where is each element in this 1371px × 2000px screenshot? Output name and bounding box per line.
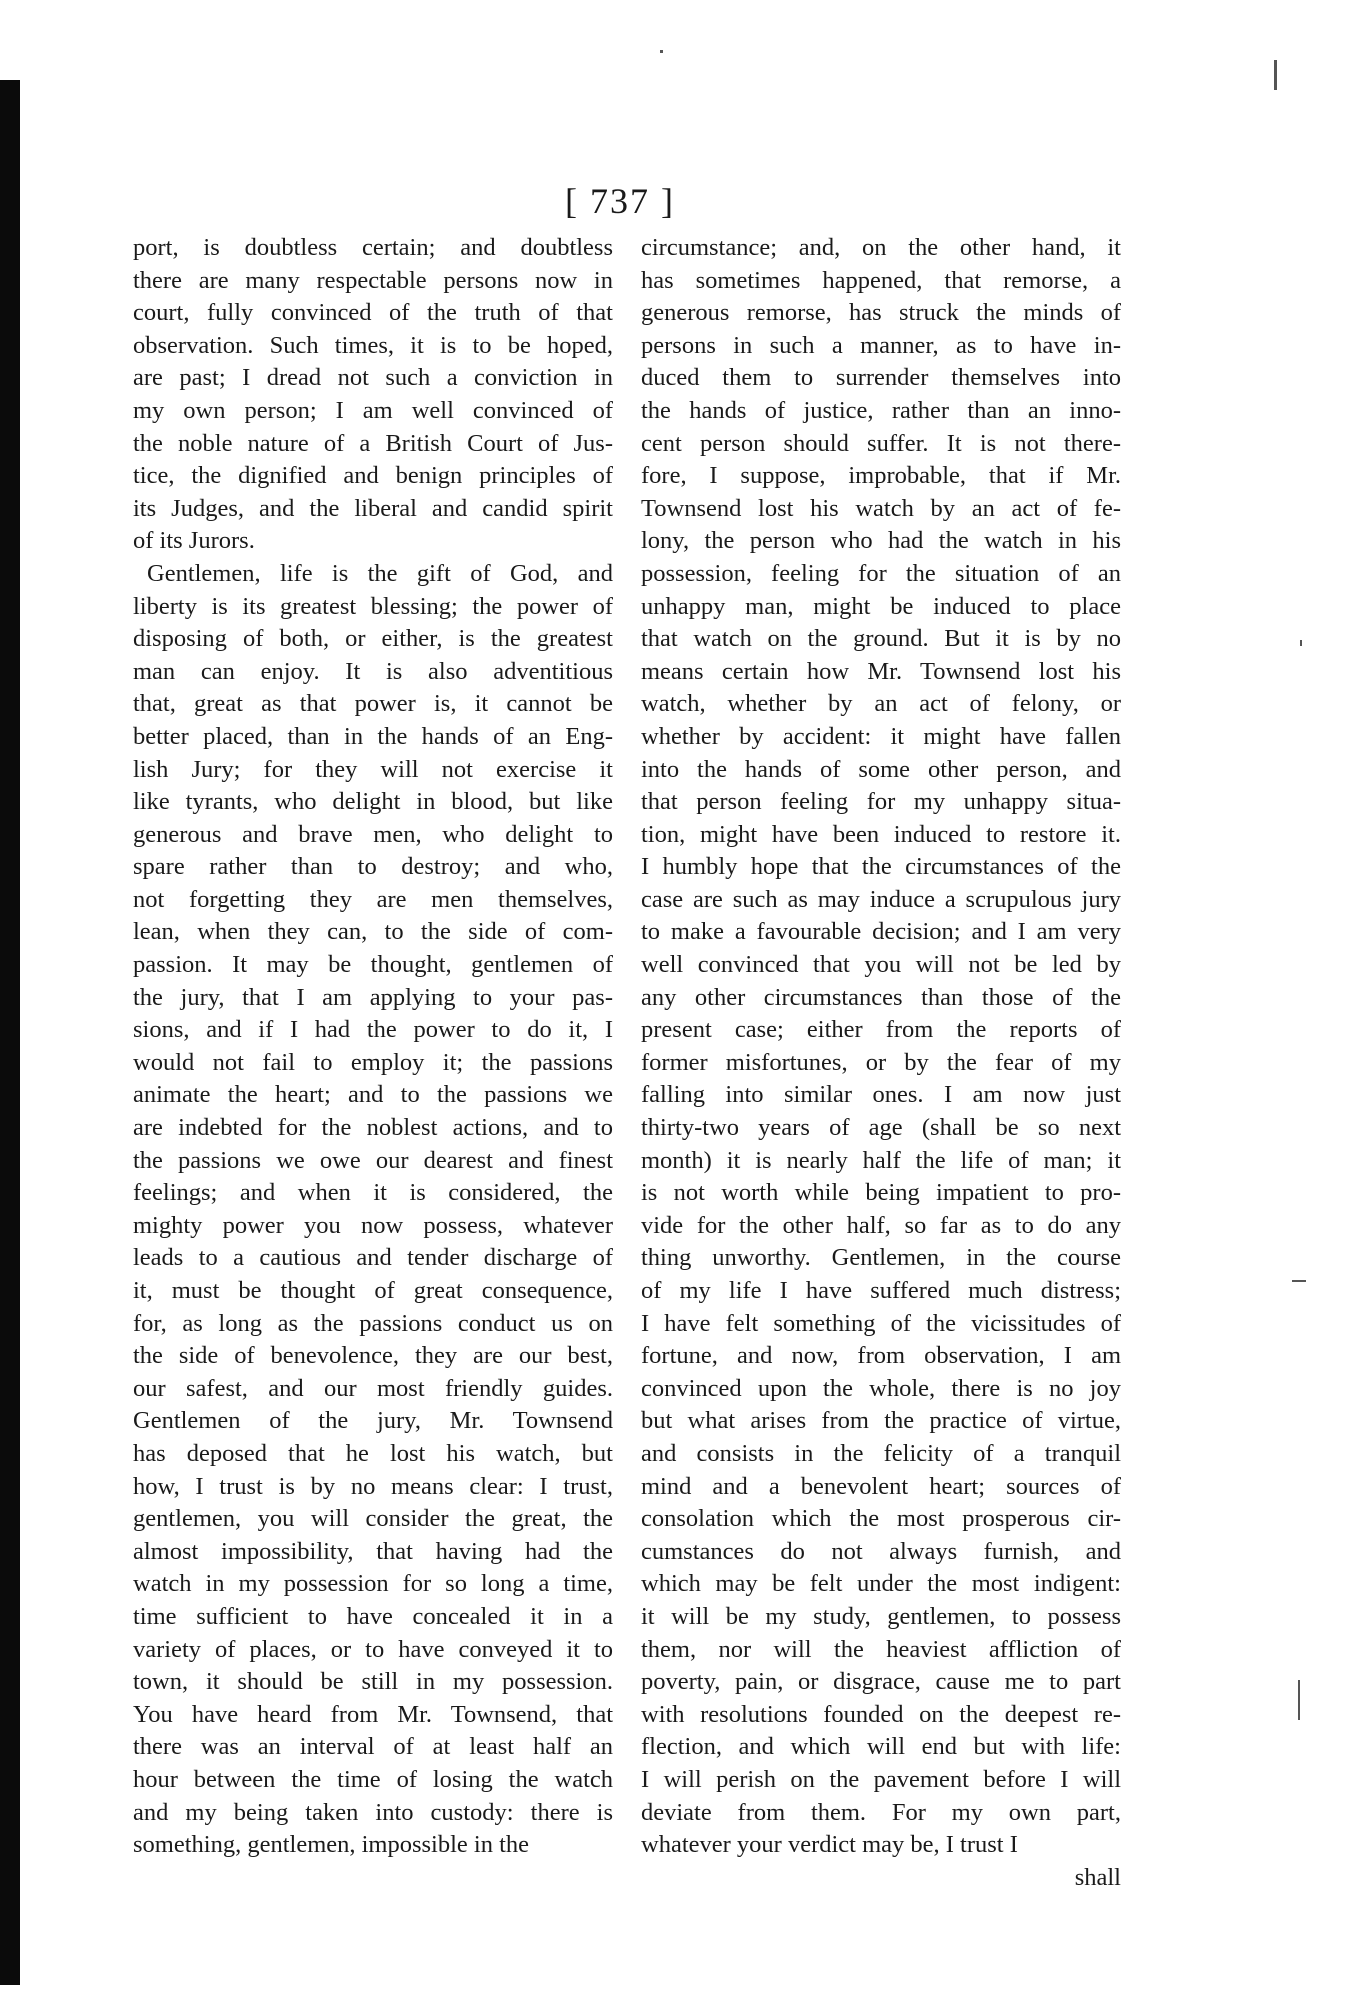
text-line: it, must be thought of great consequence, [133,1277,613,1304]
text-line: its Judges, and the liberal and candid spirit [133,494,613,522]
text-line: variety of places, or to have conveyed it to [133,1635,613,1663]
text-line: tion, might have been induced to restore it. [641,820,1121,848]
text-line: I will perish on the pavement before I will [641,1765,1121,1793]
text-line: would not fail to employ it; the passions [133,1048,613,1076]
text-line: feelings; and when it is considered, the [133,1179,613,1207]
scan-speck [1292,1280,1306,1282]
text-line: mind and a benevolent heart; sources of [641,1472,1121,1500]
text-line: whatever your verdict may be, I trust I [641,1831,1018,1859]
text-line: well convinced that you will not be led by [641,951,1121,979]
text-line: Gentlemen of the jury, Mr. Townsend [133,1407,613,1435]
text-line: it will be my study, gentlemen, to possess [641,1602,1121,1630]
text-line: generous and brave men, who delight to [133,820,613,848]
text-line: fortune, and now, from observation, I am [641,1342,1121,1370]
text-line: them, nor will the heaviest affliction of [641,1635,1121,1663]
text-line: there was an interval of at least half an [133,1733,613,1761]
text-line: which may be felt under the most indigent: [641,1570,1121,1598]
text-line: I humbly hope that the circumstances of the [641,853,1121,881]
text-line: spare rather than to destroy; and who, [133,853,613,881]
text-line: means certain how Mr. Townsend lost his [641,657,1121,685]
text-line: hour between the time of losing the watch [133,1765,613,1793]
text-line: present case; either from the reports of [641,1016,1121,1044]
text-line: of its Jurors. [133,527,255,555]
text-line: and consists in the felicity of a tranquil [641,1439,1121,1467]
text-line: but what arises from the practice of virtue, [641,1407,1121,1435]
scan-speck [660,50,663,53]
text-line: duced them to surrender themselves into [641,364,1121,392]
text-line: thirty-two years of age (shall be so next [641,1114,1121,1142]
text-line: Townsend lost his watch by an act of fe- [641,494,1121,522]
text-line: whether by accident: it might have fallen [641,722,1121,750]
text-line: something, gentlemen, impossible in the [133,1831,530,1859]
text-line: falling into similar ones. I am now just [641,1081,1121,1109]
text-line: any other circumstances than those of the [641,983,1121,1011]
text-line: for, as long as the passions conduct us on [133,1309,613,1337]
text-line: how, I trust is by no means clear: I trust, [133,1472,613,1500]
text-line: cumstances do not always furnish, and [641,1537,1121,1565]
text-line: the hands of justice, rather than an inno- [641,396,1121,424]
text-line: the noble nature of a British Court of Jus- [133,429,613,457]
text-line: cent person should suffer. It is not there- [641,429,1121,457]
text-line: animate the heart; and to the passions we [133,1081,613,1109]
text-line: that person feeling for my unhappy situa- [641,788,1121,816]
text-line: generous remorse, has struck the minds of [641,299,1121,327]
scan-speck [1300,640,1302,646]
text-line: are past; I dread not such a conviction in [133,364,613,392]
text-line: and my being taken into custody: there is [133,1798,613,1826]
text-line: the passions we owe our dearest and finest [133,1146,613,1174]
text-line: tice, the dignified and benign principles of [133,462,613,490]
text-line: unhappy man, might be induced to place [641,592,1121,620]
text-line: fore, I suppose, improbable, that if Mr. [641,462,1121,490]
text-line: court, fully convinced of the truth of that [133,299,613,327]
page-number: [ 737 ] [565,181,675,221]
text-line: passion. It may be thought, gentlemen of [133,951,613,979]
text-line: liberty is its greatest blessing; the power of [133,592,613,620]
text-line: thing unworthy. Gentlemen, in the course [641,1244,1121,1272]
text-line: vide for the other half, so far as to do any [641,1211,1121,1239]
text-line: leads to a cautious and tender discharge of [133,1244,613,1272]
text-line: better placed, than in the hands of an Eng- [133,722,613,750]
text-line: there are many respectable persons now in [133,266,613,294]
right-text-column [641,232,1121,1894]
text-line: are indebted for the noblest actions, and to [133,1114,613,1142]
text-line: lish Jury; for they will not exercise it [133,755,613,783]
text-line: sions, and if I had the power to do it, I [133,1016,613,1044]
text-line: Gentlemen, life is the gift of God, and [147,559,613,587]
scan-speck [1274,60,1277,90]
text-line: is not worth while being impatient to pro- [641,1179,1121,1207]
text-line: convinced upon the whole, there is no joy [641,1374,1121,1402]
text-line: not forgetting they are men themselves, [133,885,613,913]
text-line: with resolutions founded on the deepest re- [641,1700,1121,1728]
text-line: flection, and which will end but with life: [641,1733,1121,1761]
text-line: lony, the person who had the watch in his [641,527,1121,555]
text-line: You have heard from Mr. Townsend, that [133,1700,613,1728]
text-line: deviate from them. For my own part, [641,1798,1121,1826]
text-line: watch, whether by an act of felony, or [641,690,1121,718]
text-line: month) it is nearly half the life of man; it [641,1146,1121,1174]
text-line: disposing of both, or either, is the greatest [133,625,613,653]
text-line: my own person; I am well convinced of [133,396,613,424]
text-line: almost impossibility, that having had the [133,1537,613,1565]
text-line: observation. Such times, it is to be hoped, [133,331,613,359]
text-line: that watch on the ground. But it is by no [641,625,1121,653]
text-line: case are such as may induce a scrupulous jury [641,885,1121,913]
text-line: poverty, pain, or disgrace, cause me to part [641,1668,1121,1696]
text-line: the side of benevolence, they are our best, [133,1342,613,1370]
text-line: like tyrants, who delight in blood, but like [133,788,613,816]
text-line: our safest, and our most friendly guides. [133,1374,613,1402]
text-line: consolation which the most prosperous cir- [641,1505,1121,1533]
left-text-column [133,232,613,1862]
text-line: lean, when they can, to the side of com- [133,918,613,946]
text-line: mighty power you now possess, whatever [133,1211,613,1239]
text-line: town, it should be still in my possession. [133,1668,613,1696]
text-line: watch in my possession for so long a time, [133,1570,613,1598]
scan-speck [1298,1680,1300,1720]
text-line: into the hands of some other person, and [641,755,1121,783]
text-line: to make a favourable decision; and I am very [641,918,1121,946]
text-line: that, great as that power is, it cannot be [133,690,613,718]
text-line: has sometimes happened, that remorse, a [641,266,1121,294]
text-line: man can enjoy. It is also adventitious [133,657,613,685]
catchword: shall [1074,1863,1121,1891]
binding-edge [0,80,20,1985]
text-line: former misfortunes, or by the fear of my [641,1048,1121,1076]
text-line: persons in such a manner, as to have in- [641,331,1121,359]
text-line: possession, feeling for the situation of an [641,559,1121,587]
text-line: I have felt something of the vicissitudes of [641,1309,1121,1337]
text-line: time sufficient to have concealed it in a [133,1602,613,1630]
text-line: circumstance; and, on the other hand, it [641,234,1121,261]
text-line: port, is doubtless certain; and doubtless [133,234,613,261]
text-line: gentlemen, you will consider the great, the [133,1505,613,1533]
text-line: has deposed that he lost his watch, but [133,1439,613,1467]
text-line: of my life I have suffered much distress; [641,1277,1121,1304]
text-line: the jury, that I am applying to your pas- [133,983,613,1011]
